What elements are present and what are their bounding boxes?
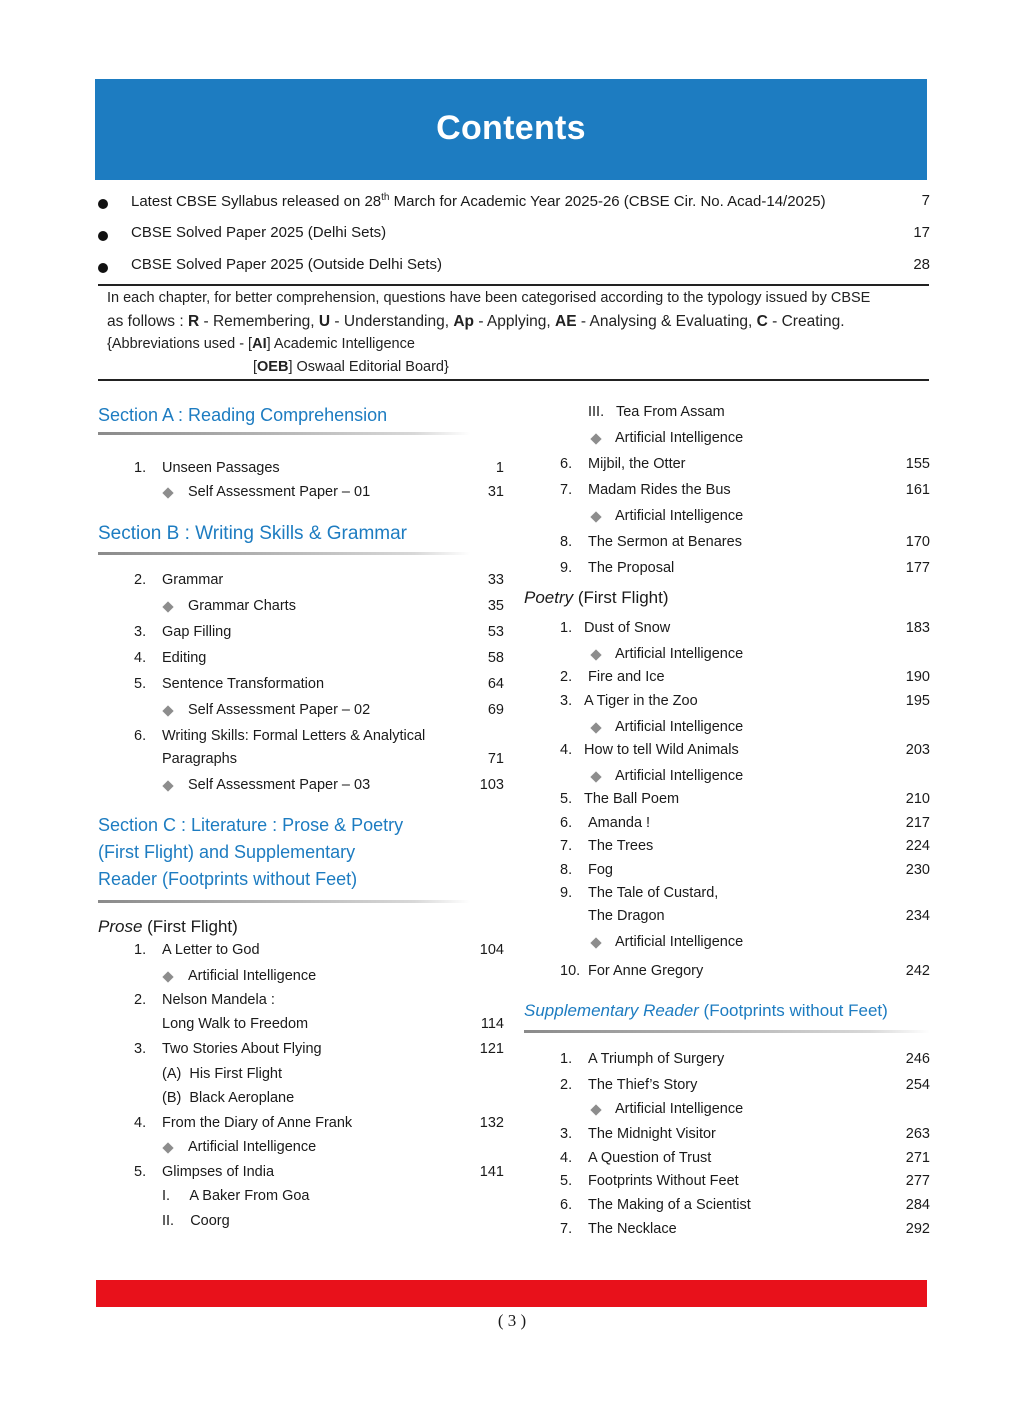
toc-subentry[interactable] <box>560 508 930 530</box>
subentry-title: Artificial Intelligence <box>615 508 744 524</box>
page-number: 64 <box>487 676 504 692</box>
chapter-title: The Ball Poem <box>584 791 680 807</box>
toc-entry[interactable] <box>560 791 930 813</box>
chapter-number: 3. <box>560 1126 573 1142</box>
chapter-title: The Trees <box>588 838 654 854</box>
chapter-number: 1. <box>134 460 147 476</box>
toc-subentry[interactable] <box>134 702 504 724</box>
abbreviation-line-2: [OEB] Oswaal Editorial Board} <box>253 359 449 375</box>
page-number: 177 <box>905 560 930 576</box>
toc-subentry[interactable] <box>134 1188 504 1210</box>
diamond-bullet-icon <box>590 511 601 522</box>
page-number: 141 <box>479 1164 504 1180</box>
subentry-title: Self Assessment Paper – 02 <box>188 702 371 718</box>
page-number: 121 <box>479 1041 504 1057</box>
page-number: 203 <box>905 742 930 758</box>
section-c-line: Section C : Literature : Prose & Poetry <box>98 815 404 835</box>
chapter-number: 5. <box>134 1164 147 1180</box>
page-number-footer: ( 3 ) <box>497 1311 527 1330</box>
page-number: 183 <box>905 620 930 636</box>
chapter-title: Unseen Passages <box>162 460 280 476</box>
chapter-title: Editing <box>162 650 207 666</box>
section-divider <box>98 900 470 903</box>
chapter-title: The Dragon <box>588 908 665 924</box>
toc-entry[interactable] <box>560 742 930 764</box>
section-b-heading[interactable]: Section B : Writing Skills & Grammar <box>98 523 408 544</box>
diamond-bullet-icon <box>590 433 601 444</box>
page-number: 195 <box>905 693 930 709</box>
page-number: 35 <box>487 598 504 614</box>
chapter-title: The Proposal <box>588 560 675 576</box>
subentry-title: Artificial Intelligence <box>615 646 744 662</box>
chapter-number: 3. <box>560 693 573 709</box>
poetry-heading: Poetry (First Flight) <box>524 588 669 607</box>
page-number: 277 <box>905 1173 930 1189</box>
subentry-title: I. A Baker From Goa <box>162 1188 310 1204</box>
page-number: 7 <box>921 192 930 209</box>
chapter-number: 6. <box>560 815 573 831</box>
toc-entry-outside-delhi-sets[interactable] <box>98 256 930 280</box>
toc-entry-continued[interactable] <box>134 1016 504 1038</box>
subentry-title: Artificial Intelligence <box>188 968 317 984</box>
chapter-number: 6. <box>560 456 573 472</box>
toc-entry[interactable] <box>134 676 504 698</box>
chapter-number: 2. <box>134 572 147 588</box>
subentry-title: (A) His First Flight <box>162 1066 283 1082</box>
chapter-title: Two Stories About Flying <box>162 1041 322 1057</box>
diamond-bullet-icon <box>590 722 601 733</box>
toc-entry-delhi-sets[interactable] <box>98 224 930 248</box>
chapter-title: A Tiger in the Zoo <box>584 693 698 709</box>
chapter-title: A Letter to God <box>162 942 260 958</box>
toc-subentry[interactable] <box>134 1090 504 1112</box>
chapter-title: The Thief’s Story <box>588 1077 698 1093</box>
toc-entry-label: Latest CBSE Syllabus released on 28th March for Academic Year 2025-26 (CBSE Cir. No. Acad-14/2025) <box>131 192 826 210</box>
diamond-bullet-icon <box>590 1104 601 1115</box>
page-number: 71 <box>487 751 504 767</box>
toc-entry[interactable] <box>560 1150 930 1172</box>
toc-entry[interactable] <box>560 1126 930 1148</box>
chapter-number: 5. <box>134 676 147 692</box>
chapter-title: Writing Skills: Formal Letters & Analytical <box>162 728 426 744</box>
subentry-title: Self Assessment Paper – 01 <box>188 484 371 500</box>
toc-entry-syllabus[interactable] <box>98 192 930 216</box>
page-number: 224 <box>905 838 930 854</box>
page-title: Contents <box>436 109 586 147</box>
chapter-title: Madam Rides the Bus <box>588 482 731 498</box>
subentry-title: Artificial Intelligence <box>615 768 744 784</box>
chapter-title: The Sermon at Benares <box>588 534 742 550</box>
abbreviation-line-1: {Abbreviations used - [AI] Academic Intelligence <box>107 336 415 352</box>
toc-entry[interactable] <box>134 460 504 482</box>
chapter-title: Sentence Transformation <box>162 676 325 692</box>
page-number: 28 <box>913 256 930 273</box>
toc-entry[interactable] <box>560 1221 930 1243</box>
section-c-line: Reader (Footprints without Feet) <box>98 869 358 889</box>
page-number: 114 <box>480 1016 504 1032</box>
chapter-number: 7. <box>560 838 573 854</box>
toc-subentry[interactable] <box>134 777 504 799</box>
toc-entry[interactable] <box>560 560 930 582</box>
chapter-title: Mijbil, the Otter <box>588 456 686 472</box>
page-number: 190 <box>905 669 930 685</box>
chapter-number: 7. <box>560 1221 573 1237</box>
toc-entry[interactable] <box>560 534 930 556</box>
toc-entry[interactable] <box>134 1041 504 1063</box>
toc-subentry[interactable] <box>560 404 930 426</box>
toc-entry[interactable] <box>560 1197 930 1219</box>
chapter-title: Fog <box>588 862 613 878</box>
supplementary-reader-heading[interactable]: Supplementary Reader (Footprints without Feet) <box>524 1001 888 1020</box>
page-number: 17 <box>913 224 930 241</box>
toc-subentry[interactable] <box>134 1139 504 1161</box>
toc-entry[interactable] <box>560 456 930 478</box>
toc-entry-label: CBSE Solved Paper 2025 (Delhi Sets) <box>131 224 387 241</box>
subentry-title: Artificial Intelligence <box>615 1101 744 1117</box>
chapter-title: Footprints Without Feet <box>588 1173 739 1189</box>
section-c-heading[interactable] <box>98 812 403 893</box>
diamond-bullet-icon <box>162 971 173 982</box>
section-divider <box>524 1030 930 1033</box>
toc-entry[interactable] <box>134 624 504 646</box>
chapter-number: 10. <box>560 963 581 979</box>
toc-entry[interactable] <box>560 620 930 642</box>
page-number: 230 <box>905 862 930 878</box>
chapter-number: 3. <box>134 1041 147 1057</box>
chapter-title: A Triumph of Surgery <box>588 1051 725 1067</box>
toc-entry[interactable] <box>560 885 930 907</box>
section-divider <box>98 552 470 555</box>
toc-entry[interactable] <box>560 815 930 837</box>
toc-subentry[interactable] <box>134 1066 504 1088</box>
page-number: 58 <box>487 650 504 666</box>
page-number: 33 <box>487 572 504 588</box>
chapter-title: For Anne Gregory <box>588 963 704 979</box>
toc-entry-continued[interactable] <box>560 908 930 930</box>
page-number: 31 <box>487 484 504 500</box>
toc-entry[interactable] <box>134 572 504 594</box>
chapter-title: Gap Filling <box>162 624 232 640</box>
chapter-title: Paragraphs <box>162 751 237 767</box>
page-number: 263 <box>905 1126 930 1142</box>
chapter-number: 2. <box>134 992 147 1008</box>
toc-entry[interactable] <box>134 1164 504 1186</box>
page-number: 69 <box>487 702 504 718</box>
chapter-number: 2. <box>560 1077 573 1093</box>
subentry-title: Artificial Intelligence <box>615 719 744 735</box>
subentry-title: Artificial Intelligence <box>615 430 744 446</box>
toc-entry[interactable] <box>134 1115 504 1137</box>
footer-bar <box>96 1280 927 1307</box>
page-number: 132 <box>479 1115 504 1131</box>
chapter-title: The Tale of Custard, <box>588 885 719 901</box>
diamond-bullet-icon <box>162 601 173 612</box>
chapter-title: Nelson Mandela : <box>162 992 275 1008</box>
chapter-title: How to tell Wild Animals <box>584 742 739 758</box>
toc-subentry[interactable] <box>560 719 930 741</box>
chapter-title: From the Diary of Anne Frank <box>162 1115 353 1131</box>
divider <box>98 284 929 286</box>
toc-entry[interactable] <box>560 1051 930 1073</box>
chapter-number: 5. <box>560 1173 573 1189</box>
chapter-title: Glimpses of India <box>162 1164 275 1180</box>
chapter-title: Fire and Ice <box>588 669 665 685</box>
toc-entry-continued[interactable] <box>134 751 504 773</box>
toc-entry[interactable] <box>560 838 930 860</box>
chapter-number: 7. <box>560 482 573 498</box>
chapter-number: 1. <box>134 942 147 958</box>
toc-subentry[interactable] <box>560 768 930 790</box>
chapter-number: 1. <box>560 620 573 636</box>
chapter-number: 9. <box>560 560 573 576</box>
chapter-title: Dust of Snow <box>584 620 671 636</box>
chapter-title: Long Walk to Freedom <box>162 1016 309 1032</box>
chapter-title: The Midnight Visitor <box>588 1126 716 1142</box>
subentry-title: (B) Black Aeroplane <box>162 1090 295 1106</box>
toc-entry[interactable] <box>560 482 930 504</box>
page-number: 210 <box>905 791 930 807</box>
chapter-number: 1. <box>560 1051 573 1067</box>
subentry-title: III. Tea From Assam <box>588 404 725 420</box>
toc-entry[interactable] <box>560 669 930 691</box>
divider <box>98 379 929 381</box>
diamond-bullet-icon <box>162 780 173 791</box>
chapter-title: Amanda ! <box>588 815 651 831</box>
page-number: 155 <box>905 456 930 472</box>
chapter-number: 5. <box>560 791 573 807</box>
toc-subentry[interactable] <box>560 934 930 956</box>
page-number: 103 <box>479 777 504 793</box>
chapter-number: 4. <box>560 1150 573 1166</box>
chapter-title: The Making of a Scientist <box>588 1197 751 1213</box>
page-number: 284 <box>905 1197 930 1213</box>
diamond-bullet-icon <box>162 487 173 498</box>
toc-entry[interactable] <box>134 942 504 964</box>
toc-entry[interactable] <box>560 963 930 985</box>
toc-entry[interactable] <box>560 862 930 884</box>
note-line-1: In each chapter, for better comprehension, questions have been categorised according to the typology issued by CBSE <box>107 290 871 306</box>
bullet-icon <box>98 231 108 241</box>
subentry-title: II. Coorg <box>162 1213 230 1229</box>
chapter-number: 6. <box>134 728 147 744</box>
toc-subentry[interactable] <box>134 598 504 620</box>
chapter-number: 8. <box>560 534 573 550</box>
toc-subentry[interactable] <box>134 484 504 506</box>
diamond-bullet-icon <box>590 649 601 660</box>
subentry-title: Self Assessment Paper – 03 <box>188 777 371 793</box>
page-number: 234 <box>905 908 930 924</box>
toc-subentry[interactable] <box>134 968 504 990</box>
page-number: 1 <box>495 460 504 476</box>
toc-entry[interactable] <box>560 1077 930 1099</box>
section-divider <box>98 432 470 435</box>
toc-entry[interactable] <box>134 650 504 672</box>
chapter-number: 4. <box>560 742 573 758</box>
toc-entry[interactable] <box>134 728 504 750</box>
diamond-bullet-icon <box>162 705 173 716</box>
chapter-number: 2. <box>560 669 573 685</box>
section-a-heading[interactable]: Section A : Reading Comprehension <box>98 405 388 425</box>
toc-subentry[interactable] <box>560 1101 930 1123</box>
chapter-number: 4. <box>134 650 147 666</box>
toc-subentry[interactable] <box>134 1213 504 1235</box>
toc-subentry[interactable] <box>560 430 930 452</box>
chapter-number: 9. <box>560 885 573 901</box>
prose-heading: Prose (First Flight) <box>98 917 238 936</box>
subentry-title: Artificial Intelligence <box>615 934 744 950</box>
note-line-2: as follows : R - Remembering, U - Understanding, Ap - Applying, AE - Analysing & Evaluating, C - Creating. <box>107 313 845 330</box>
diamond-bullet-icon <box>590 937 601 948</box>
diamond-bullet-icon <box>590 771 601 782</box>
typology-note <box>107 287 927 379</box>
page-number: 53 <box>487 624 504 640</box>
chapter-number: 3. <box>134 624 147 640</box>
page-number: 246 <box>905 1051 930 1067</box>
contents-header-banner <box>95 79 927 180</box>
page-number: 104 <box>479 942 504 958</box>
toc-entry[interactable] <box>134 992 504 1014</box>
page-number: 254 <box>905 1077 930 1093</box>
page-number: 217 <box>905 815 930 831</box>
subentry-title: Grammar Charts <box>188 598 296 614</box>
section-c-line: (First Flight) and Supplementary <box>98 842 356 862</box>
bullet-icon <box>98 263 108 273</box>
chapter-number: 8. <box>560 862 573 878</box>
subentry-title: Artificial Intelligence <box>188 1139 317 1155</box>
bullet-icon <box>98 199 108 209</box>
page-number: 271 <box>905 1150 930 1166</box>
page-number: 292 <box>905 1221 930 1237</box>
chapter-title: A Question of Trust <box>588 1150 712 1166</box>
page-number: 161 <box>905 482 930 498</box>
toc-entry[interactable] <box>560 1173 930 1195</box>
toc-entry-label: CBSE Solved Paper 2025 (Outside Delhi Sets) <box>131 256 442 273</box>
toc-subentry[interactable] <box>560 646 930 668</box>
chapter-number: 6. <box>560 1197 573 1213</box>
page-number: 242 <box>905 963 930 979</box>
chapter-number: 4. <box>134 1115 147 1131</box>
toc-entry[interactable] <box>560 693 930 715</box>
chapter-title: The Necklace <box>588 1221 677 1237</box>
page-number: 170 <box>905 534 930 550</box>
diamond-bullet-icon <box>162 1142 173 1153</box>
chapter-title: Grammar <box>162 572 224 588</box>
